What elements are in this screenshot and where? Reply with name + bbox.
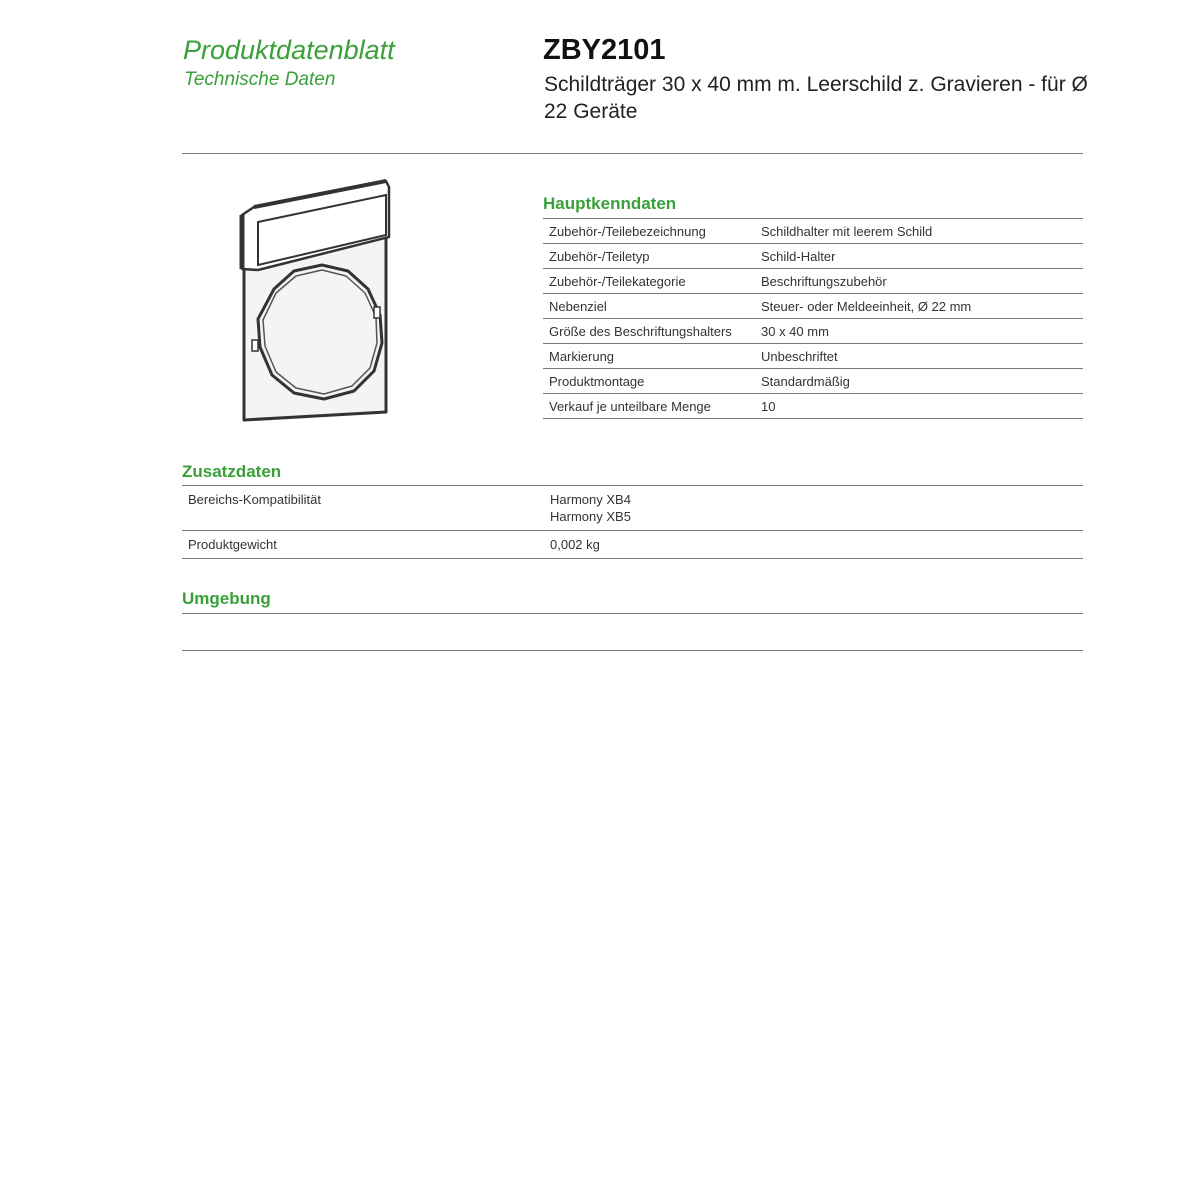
spec-label: Zubehör-/Teilebezeichnung — [543, 219, 755, 244]
spec-value: Beschriftungszubehör — [755, 269, 1083, 294]
document-title: Produktdatenblatt — [183, 35, 395, 65]
environment-divider-bottom — [182, 650, 1083, 651]
table-row — [543, 269, 1083, 294]
spec-value: 0,002 kg — [544, 531, 1083, 559]
table-row — [182, 531, 1083, 559]
extra-specs-table — [182, 485, 1083, 559]
environment-divider-top — [182, 613, 1083, 614]
table-row — [543, 294, 1083, 319]
spec-value: 30 x 40 mm — [755, 319, 1083, 344]
product-code: ZBY2101 — [543, 34, 666, 66]
spec-value: Schildhalter mit leerem Schild — [755, 219, 1083, 244]
table-row — [543, 369, 1083, 394]
spec-label: Verkauf je unteilbare Menge — [543, 394, 755, 419]
spec-value: Schild-Halter — [755, 244, 1083, 269]
spec-label: Nebenziel — [543, 294, 755, 319]
spec-label: Zubehör-/Teiletyp — [543, 244, 755, 269]
legend-holder-drawing-icon — [236, 177, 396, 427]
table-row — [543, 244, 1083, 269]
spec-label: Produktmontage — [543, 369, 755, 394]
spec-value: 10 — [755, 394, 1083, 419]
main-specs-heading: Hauptkenndaten — [543, 194, 677, 213]
spec-value-line: Harmony XB5 — [550, 509, 631, 524]
spec-label: Bereichs-Kompatibilität — [182, 486, 544, 531]
table-row — [543, 344, 1083, 369]
spec-label: Produktgewicht — [182, 531, 544, 559]
main-specs-table — [543, 218, 1083, 419]
product-description: Schildträger 30 x 40 mm m. Leerschild z. Gravieren - für Ø 22 Geräte — [544, 73, 1088, 123]
spec-label: Größe des Beschriftungshalters — [543, 319, 755, 344]
table-row — [543, 319, 1083, 344]
spec-value — [544, 486, 1083, 531]
table-row — [182, 486, 1083, 531]
table-row — [543, 219, 1083, 244]
spec-label: Zubehör-/Teilekategorie — [543, 269, 755, 294]
header-divider — [182, 153, 1083, 154]
spec-value: Unbeschriftet — [755, 344, 1083, 369]
spec-value-line: Harmony XB4 — [550, 492, 631, 507]
environment-heading: Umgebung — [182, 589, 271, 608]
table-row — [543, 394, 1083, 419]
extra-specs-heading: Zusatzdaten — [182, 462, 282, 481]
spec-value: Standardmäßig — [755, 369, 1083, 394]
spec-value: Steuer- oder Meldeeinheit, Ø 22 mm — [755, 294, 1083, 319]
document-subtitle: Technische Daten — [184, 69, 336, 90]
spec-label: Markierung — [543, 344, 755, 369]
